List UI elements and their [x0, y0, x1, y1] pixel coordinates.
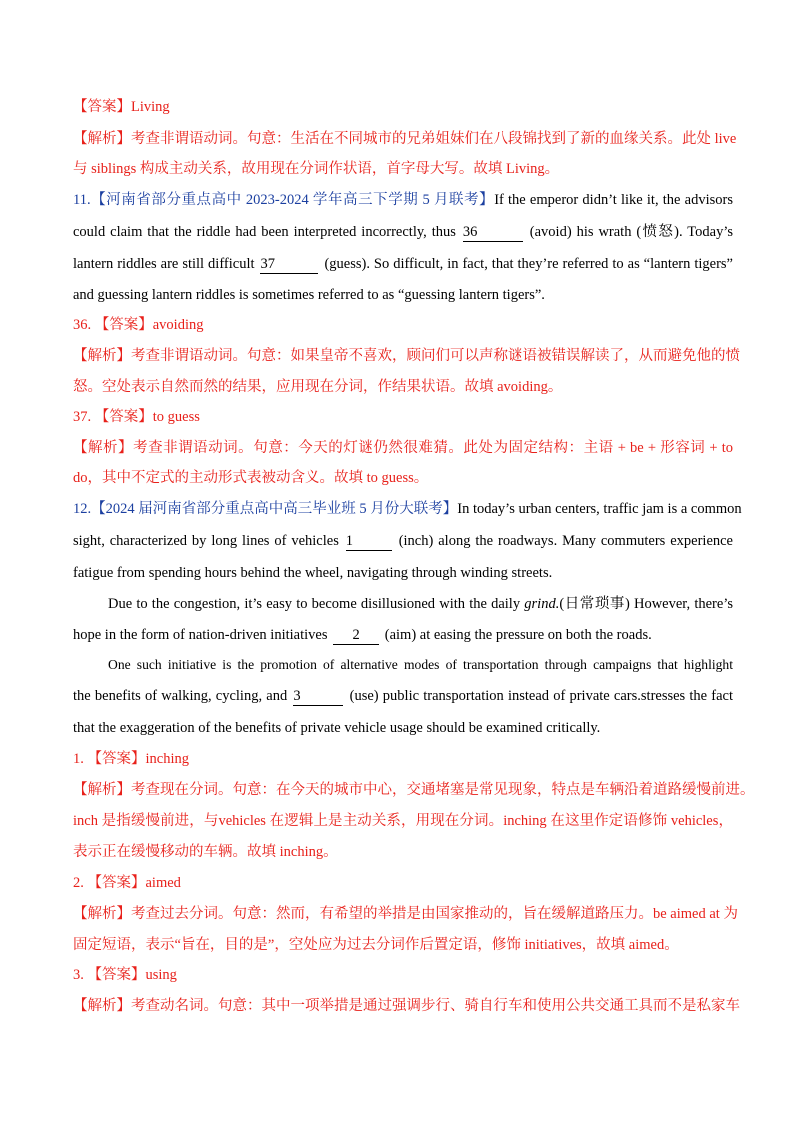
- passage-text: Due to the congestion, it’s easy to become disillusioned with the daily: [108, 596, 521, 612]
- explanation-37-1: 【解析】考查非谓语动词。句意：今天的灯谜仍然很难猜。此处为固定结构：主语 + be + 形容词 + to: [73, 440, 733, 456]
- explanation-1-3: 表示正在缓慢移动的车辆。故填 inching。: [73, 844, 338, 860]
- paragraph-3-line-1: One such initiative is the promotion of alternative modes of transportation through campaigns that highlight: [108, 657, 733, 672]
- passage-text: hope in the form of nation-driven initiatives: [73, 627, 328, 643]
- passage-text: (guess). So difficult, in fact, that they’re referred to as “lantern tigers”: [324, 256, 733, 272]
- passage-text: the benefits of walking, cycling, and: [73, 688, 288, 704]
- explanation-1-1: 【解析】考查现在分词。句意：在今天的城市中心，交通堵塞是常见现象，特点是车辆沿着道路缓慢前进。: [73, 782, 755, 798]
- paragraph-3-line-3: that the exaggeration of the benefits of private vehicle usage should be examined critically.: [73, 720, 601, 736]
- question-number: 11.: [73, 192, 91, 208]
- blank-3: 3: [293, 688, 343, 706]
- answer-37: 37. 【答案】to guess: [73, 409, 200, 425]
- explanation-36-1: 【解析】考查非谓语动词。句意：如果皇帝不喜欢，顾问们可以声称谜语被错误解读了，从而避免他的愤: [73, 348, 740, 364]
- question-11-line-3: [73, 254, 733, 274]
- answer-3: 3. 【答案】using: [73, 967, 177, 983]
- passage-word: grind.: [524, 596, 560, 612]
- explanation-36-2: 怒。空处表示自然而然的结果，应用现在分词，作结果状语。故填 avoiding。: [73, 379, 563, 395]
- passage-text: (use) public transportation instead of private cars.stresses the fact: [349, 688, 734, 704]
- passage-text: could claim that the riddle had been interpreted incorrectly, thus: [73, 224, 456, 240]
- blank-2: 2: [333, 627, 379, 645]
- passage-text: (inch) along the roadways. Many commuters experience: [398, 533, 733, 549]
- question-11-line-2: [73, 222, 733, 242]
- blank-37: 37: [260, 256, 318, 274]
- passage-text: (avoid) his wrath (愤怒). Today’s: [529, 224, 733, 240]
- explanation-living-2: 与 siblings 构成主动关系，故用现在分词作状语，首字母大写。故填 Living。: [73, 161, 560, 177]
- passage-text: In today’s urban centers, traffic jam is a common: [457, 501, 742, 517]
- explanation-2-2: 固定短语，表示“旨在，目的是”，空处应为过去分词作后置定语，修饰 initiatives，故填 aimed。: [73, 937, 679, 953]
- blank-1: 1: [346, 533, 392, 551]
- paragraph-3-line-2: [73, 686, 733, 706]
- explanation-2-1: 【解析】考查过去分词。句意：然而，有希望的举措是由国家推动的，旨在缓解道路压力。be aimed at 为: [73, 906, 738, 922]
- passage-text: (aim) at easing the pressure on both the roads.: [384, 627, 652, 643]
- explanation-1-2: inch 是指缓慢前进，与vehicles 在逻辑上是主动关系，用现在分词。inching 在这里作定语修饰 vehicles，: [73, 813, 733, 829]
- question-12-line-2: [73, 531, 733, 551]
- answer-living: 【答案】Living: [73, 99, 170, 115]
- explanation-37-2: do，其中不定式的主动形式表被动含义。故填 to guess。: [73, 470, 429, 486]
- question-12-line-1: [73, 499, 742, 519]
- answer-1: 1. 【答案】inching: [73, 751, 189, 767]
- explanation-living-1: 【解析】考查非谓语动词。句意：生活在不同城市的兄弟姐妹们在八段锦找到了新的血缘关系。此处 live: [73, 131, 737, 147]
- question-12-line-3: fatigue from spending hours behind the wheel, navigating through winding streets.: [73, 565, 553, 581]
- passage-text: (日常琐事) However, there’s: [559, 596, 733, 612]
- question-11-line-1: [73, 190, 733, 210]
- passage-text: lantern riddles are still difficult: [73, 256, 255, 272]
- question-source: 【2024 届河南省部分重点高中高三毕业班 5 月份大联考】: [91, 501, 458, 517]
- question-number: 12.: [73, 501, 92, 517]
- passage-text: If the emperor didn’t like it, the advisors: [494, 192, 733, 208]
- answer-36: 36. 【答案】avoiding: [73, 317, 204, 333]
- blank-36: 36: [463, 224, 523, 242]
- answer-2: 2. 【答案】aimed: [73, 875, 181, 891]
- question-11-line-4: and guessing lantern riddles is sometimes referred to as “guessing lantern tigers”.: [73, 287, 545, 303]
- question-source: 【河南省部分重点高中 2023-2024 学年高三下学期 5 月联考】: [90, 192, 495, 208]
- explanation-3-1: 【解析】考查动名词。句意：其中一项举措是通过强调步行、骑自行车和使用公共交通工具而不是私家车: [73, 998, 740, 1014]
- paragraph-2-line-1: [108, 594, 733, 614]
- passage-text: sight, characterized by long lines of vehicles: [73, 533, 339, 549]
- paragraph-2-line-2: [73, 625, 733, 645]
